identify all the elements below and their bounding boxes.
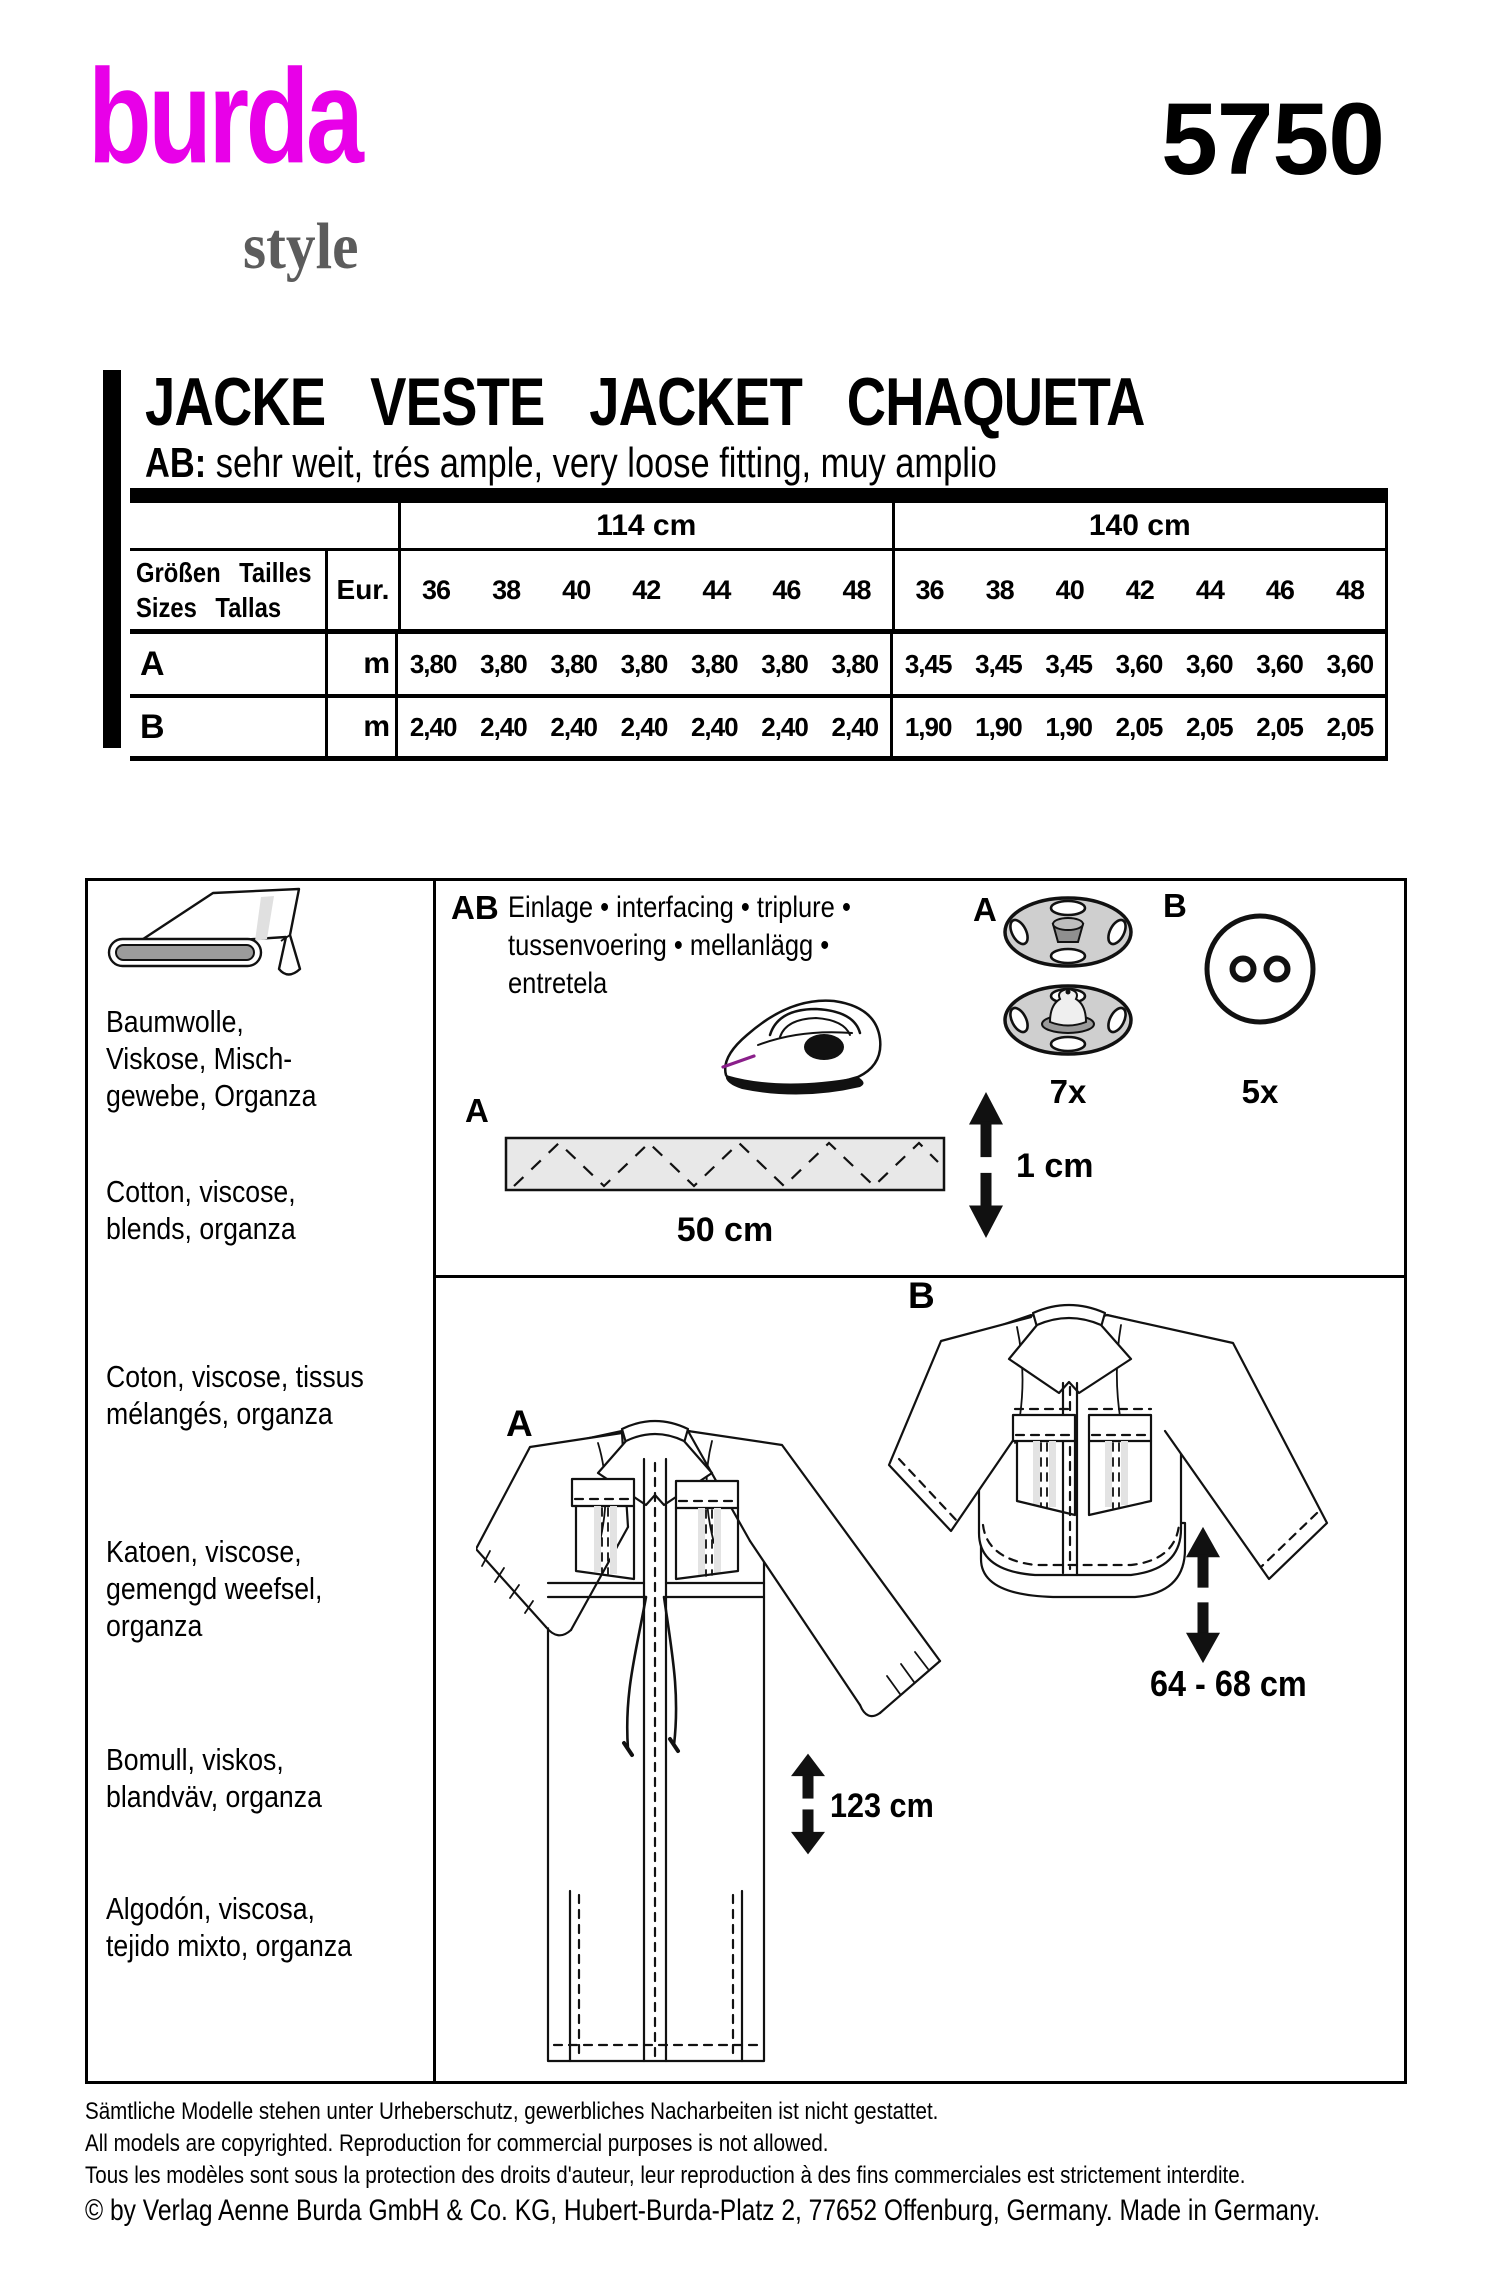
- interfacing-line: Einlage • interfacing • triplure •: [508, 891, 851, 924]
- yardage-value: 3,80: [831, 648, 879, 679]
- fabric-line: Katoen, viscose,: [106, 1534, 302, 1569]
- fabric-line: organza: [106, 1608, 203, 1643]
- size-cell: 46: [772, 574, 801, 605]
- size-cell: 36: [422, 574, 451, 605]
- yardage-row-b: [130, 698, 1388, 761]
- button-icon: [1200, 909, 1320, 1029]
- fabric-line: gemengd weefsel,: [106, 1571, 323, 1606]
- yardage-value: 2,40: [831, 711, 879, 742]
- sizes-label-line2: Sizes Tallas: [136, 592, 282, 623]
- burda-logo: burda: [88, 42, 361, 192]
- fit-description: [145, 440, 997, 486]
- yardage-value: 2,40: [480, 711, 527, 742]
- yardage-value: 3,80: [409, 648, 457, 679]
- button-view-label: B: [1163, 887, 1187, 924]
- size-cell: 38: [985, 574, 1014, 605]
- size-cell: 46: [1265, 574, 1294, 605]
- size-cell: 44: [702, 574, 731, 605]
- yardage-value: 2,40: [761, 711, 808, 742]
- view-b-label: B: [908, 1275, 935, 1316]
- pattern-number: 5750: [1161, 82, 1384, 196]
- jacket-b-length-arrow-icon: [1183, 1526, 1223, 1664]
- sizes-140: [892, 551, 1386, 629]
- iron-icon: [718, 983, 893, 1105]
- jacket-a-length-arrow-icon: [788, 1753, 828, 1855]
- yardage-value: 2,05: [1256, 711, 1303, 742]
- table-top-bar: [130, 488, 1388, 503]
- yardage-value: 3,60: [1326, 648, 1374, 679]
- view-b-row-label: B: [130, 698, 328, 756]
- fabric-line: blends, organza: [106, 1211, 296, 1246]
- fabric-line: Baumwolle,: [106, 1004, 244, 1039]
- fabric-line: gewebe, Organza: [106, 1078, 317, 1113]
- fabric-text-es: [106, 1890, 352, 1964]
- style-logo: style: [243, 210, 359, 283]
- yardage-value: 3,45: [904, 648, 952, 679]
- yardage-value: 2,40: [620, 711, 668, 742]
- title-accent-bar: [103, 370, 121, 748]
- unit-meter: m: [328, 634, 398, 694]
- fit-views-label: AB:: [145, 439, 207, 486]
- sizes-header-row: [130, 551, 1388, 634]
- fabric-line: blandväv, organza: [106, 1779, 322, 1814]
- fabric-line: Bomull, viskos,: [106, 1742, 284, 1777]
- jacket-b-length-label: 64 - 68 cm: [1150, 1663, 1307, 1704]
- sizes-114: [401, 551, 892, 629]
- yardage-value: 3,60: [1115, 648, 1163, 679]
- view-a-label: A: [506, 1403, 533, 1444]
- snap-view-label: A: [973, 891, 997, 928]
- fabric-line: Cotton, viscose,: [106, 1174, 296, 1209]
- yardage-value: 2,05: [1185, 711, 1233, 742]
- fabric-text-nl: [106, 1533, 322, 1644]
- fabric-line: mélangés, organza: [106, 1396, 333, 1431]
- size-cell: 38: [492, 574, 521, 605]
- interfacing-views-label: AB: [451, 889, 499, 926]
- publisher-line: © by Verlag Aenne Burda GmbH & Co. KG, Hubert-Burda-Platz 2, 77652 Offenburg, Germany. Made in Germany.: [85, 2194, 1321, 2227]
- fabric-line: tejido mixto, organza: [106, 1928, 353, 1963]
- values-b-140: [890, 698, 1385, 756]
- strip-length-label: 50 cm: [676, 1211, 774, 1249]
- yardage-value: 3,80: [620, 648, 668, 679]
- strip-width-label: 1 cm: [1016, 1147, 1094, 1185]
- yardage-value: 3,80: [761, 648, 808, 679]
- size-cell: 36: [915, 574, 944, 605]
- jacket-a-drawing: [476, 1401, 956, 2077]
- fit-text: sehr weit, trés ample, very loose fitting, muy amplio: [215, 439, 997, 486]
- garment-title: JACKE VESTE JACKET CHAQUETA: [145, 364, 1145, 440]
- yardage-value: 3,45: [975, 648, 1022, 679]
- size-cell: 44: [1195, 574, 1224, 605]
- copyright-block: [85, 2096, 1492, 2230]
- copyright-line-fr: Tous les modèles sont sous la protection des droits d'auteur, leur reproduction à des fins commerciales est strictement interdite.: [85, 2162, 1246, 2189]
- yardage-value: 3,60: [1256, 648, 1303, 679]
- fabric-line: Coton, viscose, tissus: [106, 1359, 364, 1394]
- interfacing-strip: [504, 1131, 946, 1197]
- yardage-value: 2,40: [690, 711, 738, 742]
- header-spacer: [130, 503, 398, 548]
- jacket-a-length-label: 123 cm: [830, 1787, 934, 1825]
- yardage-value: 3,80: [690, 648, 738, 679]
- yardage-value: 1,90: [904, 711, 952, 742]
- eur-label: Eur.: [328, 551, 401, 629]
- yardage-row-a: [130, 634, 1388, 698]
- yardage-value: 1,90: [975, 711, 1022, 742]
- yardage-value: 2,05: [1115, 711, 1163, 742]
- sizes-label-line1: Größen Tailles: [136, 557, 312, 588]
- unit-meter: m: [328, 698, 398, 756]
- copyright-line-en: All models are copyrighted. Reproduction for commercial purposes is not allowed.: [85, 2130, 829, 2157]
- snap-fastener-icon: [998, 895, 1138, 1065]
- size-cell: 42: [632, 574, 661, 605]
- fabric-text-fr: [106, 1358, 364, 1432]
- info-box: [85, 878, 1407, 2084]
- yardage-value: 3,60: [1185, 648, 1233, 679]
- interfacing-line: entretela: [508, 967, 608, 1000]
- strip-width-arrow-icon: [966, 1091, 1006, 1239]
- copyright-line-de: Sämtliche Modelle stehen unter Urheberschutz, gewerbliches Nacharbeiten ist nicht gestattet.: [85, 2098, 939, 2125]
- yardage-value: 2,05: [1326, 711, 1374, 742]
- size-cell: 48: [1335, 574, 1365, 605]
- yardage-value: 2,40: [550, 711, 597, 742]
- fabric-text-en: [106, 1173, 296, 1247]
- yardage-value: 3,80: [480, 648, 527, 679]
- snap-quantity: 7x: [1049, 1073, 1087, 1110]
- values-b-114: [398, 698, 890, 756]
- size-cell: 40: [1055, 574, 1084, 605]
- fabric-bolt-icon: [103, 885, 358, 985]
- fabric-text-de: [106, 1003, 316, 1114]
- fabric-text-sv: [106, 1741, 322, 1815]
- size-cell: 40: [562, 574, 591, 605]
- fabric-width-140: 140 cm: [892, 503, 1386, 548]
- fabric-width-114: 114 cm: [398, 503, 892, 548]
- yardage-value: 3,80: [550, 648, 597, 679]
- sizes-header-label: [130, 551, 328, 629]
- interfacing-line: tussenvoering • mellanlägg •: [508, 929, 830, 962]
- size-cell: 42: [1125, 574, 1154, 605]
- yardage-value: 1,90: [1045, 711, 1092, 742]
- fabric-line: Viskose, Misch-: [106, 1041, 293, 1076]
- yardage-value: 2,40: [409, 711, 457, 742]
- size-cell: 48: [842, 574, 871, 605]
- view-a-row-label: A: [130, 634, 328, 694]
- values-a-140: [890, 634, 1385, 694]
- fabric-line: Algodón, viscosa,: [106, 1891, 315, 1926]
- column-divider: [433, 881, 436, 2081]
- fabric-width-header-row: [130, 503, 1388, 551]
- button-quantity: 5x: [1241, 1073, 1279, 1110]
- values-a-114: [398, 634, 890, 694]
- yardage-value: 3,45: [1045, 648, 1092, 679]
- strip-view-label: A: [465, 1092, 489, 1129]
- yardage-table: [130, 488, 1388, 761]
